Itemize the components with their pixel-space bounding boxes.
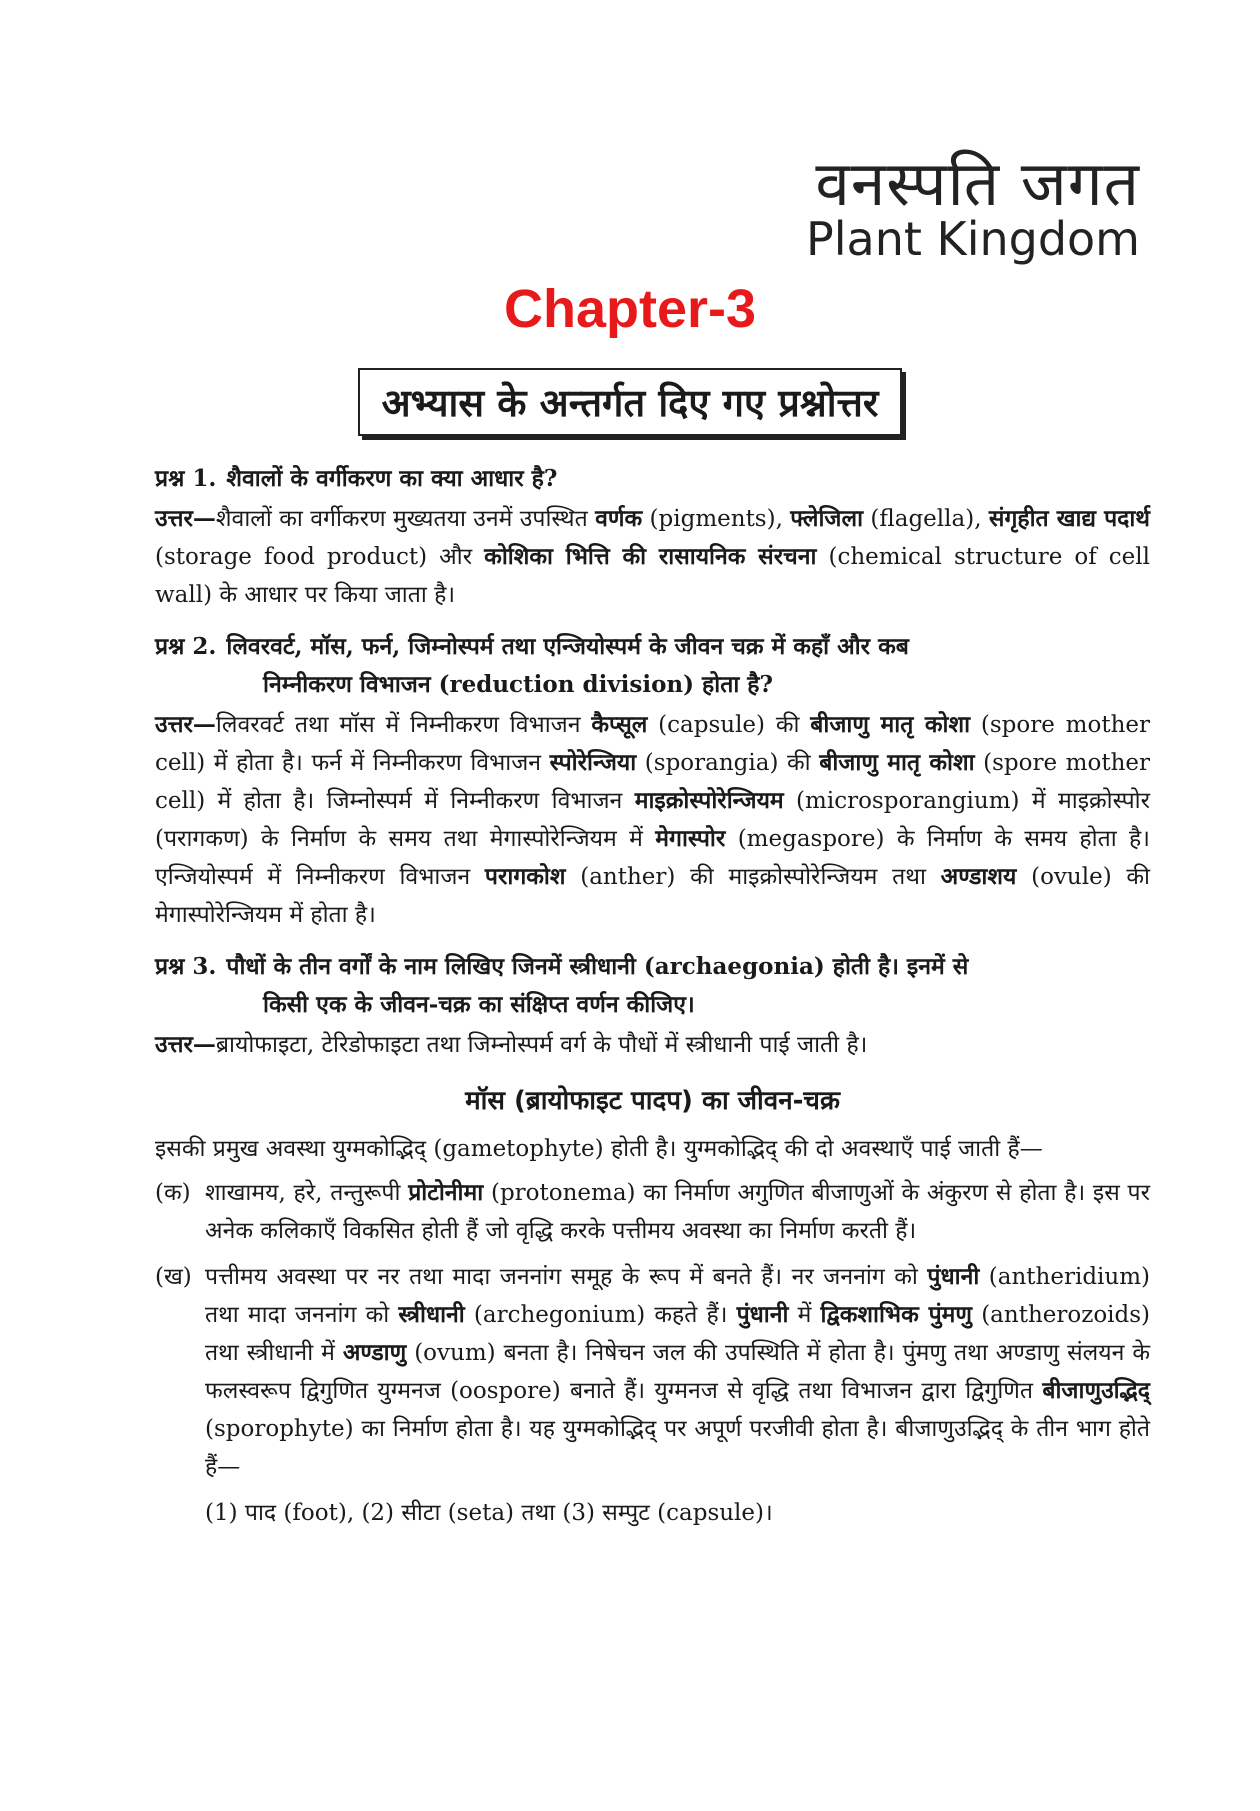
question-3-line-1: पौधों के तीन वर्गों के नाम लिखिए जिनमें स्त्रीधानी (archaegonia) होती है। इनमें से: [226, 953, 969, 980]
sporophyte-parts: (1) पाद (foot), (2) सीटा (seta) तथा (3) सम्पुट (capsule)।: [205, 1500, 773, 1526]
answer-2-text: (sporangia) की: [636, 750, 820, 776]
list-text: में: [788, 1302, 821, 1328]
list-text: (sporophyte) का निर्माण होता है। यह युग्मकोद्भिद् पर अपूर्ण परजीवी होता है। बीजाणुउद्भिद् के तीन भाग होते हैं—: [205, 1416, 1150, 1480]
question-1-label: प्रश्न 1.: [155, 465, 217, 492]
list-text: (archegonium) कहते हैं।: [464, 1302, 737, 1328]
list-text: (ovum) बनता है। निषेचन जल की उपस्थिति में होता है। पुंमणु तथा अण्डाणु संलयन के फलस्वरूप द्विगुणित युग्मनज (oospore) बनाते हैं। युग्मनज से वृद्धि तथा विभाजन द्वारा द्विगुणित: [205, 1340, 1150, 1404]
term-antheridium: पुंधानी: [736, 1301, 789, 1328]
question-2: [155, 628, 1150, 704]
question-3-line-2: किसी एक के जीवन-चक्र का संक्षिप्त वर्णन कीजिए।: [263, 991, 695, 1018]
term-pigments: वर्णक: [595, 505, 643, 532]
list-text-ka: [205, 1174, 1150, 1250]
term-storage-food: संगृहीत खाद्य पदार्थ: [988, 505, 1150, 532]
answer-3-text: ब्रायोफाइटा, टेरिडोफाइटा तथा जिम्नोस्पर्म वर्ग के पौधों में स्त्रीधानी पाई जाती है।: [215, 1032, 868, 1058]
list-text: (antherozoids) तथा स्त्रीधानी में: [205, 1302, 1151, 1366]
answer-2-text: (megaspore) के निर्माण के समय होता है। एन्जियोस्पर्म में निम्नीकरण विभाजन: [155, 826, 1150, 890]
term-sporangia: स्पोरेन्जिया: [549, 749, 637, 776]
chapter-number: Chapter-3: [503, 279, 757, 339]
list-item-ka: [155, 1174, 1150, 1250]
term-protonema: प्रोटोनीमा: [408, 1179, 484, 1206]
section-box-wrapper: [0, 368, 1260, 436]
term-archegonium: स्त्रीधानी: [398, 1301, 465, 1328]
list-item-kha: [155, 1258, 1150, 1486]
answer-2-text: (spore mother cell) में होता है। फर्न में निम्नीकरण विभाजन: [155, 712, 1150, 776]
answer-1-text: (chemical structure of cell wall) के आधार पर किया जाता है।: [155, 544, 1151, 608]
term-microsporangium: माइक्रोस्पोरेन्जियम: [634, 787, 784, 814]
answer-1-label: उत्तर—: [155, 505, 216, 532]
list-marker-ka: (क): [155, 1180, 191, 1206]
question-1: [155, 460, 1150, 498]
term-spore-mother-cell: बीजाणु मातृ कोशा: [810, 711, 971, 738]
term-anther: परागकोश: [484, 863, 566, 890]
list-text-kha: [205, 1258, 1150, 1486]
answer-3: [155, 1026, 1150, 1064]
term-antheridium: पुंधानी: [927, 1263, 980, 1290]
answer-2-text: (microsporangium) में माइक्रोस्पोर (परागकण) के निर्माण के समय तथा मेगास्पोरेन्जियम में: [155, 788, 1150, 852]
chapter-title-english: Plant Kingdom: [806, 212, 1140, 266]
answer-2-text: (ovule) की मेगास्पोरेन्जियम में होता है।: [155, 864, 1151, 928]
term-cell-wall: कोशिका भित्ति की रासायनिक संरचना: [484, 543, 817, 570]
moss-section-heading: मॉस (ब्रायोफाइट पादप) का जीवन-चक्र: [465, 1086, 840, 1116]
question-2-line-2: निम्नीकरण विभाजन (reduction division) होता है?: [263, 671, 773, 698]
term-megaspore: मेगास्पोर: [655, 825, 726, 852]
answer-1-text: (pigments),: [642, 506, 791, 532]
term-spore-mother-cell: बीजाणु मातृ कोशा: [819, 749, 975, 776]
question-3: [155, 948, 1150, 1024]
answer-1: [155, 500, 1150, 614]
list-text: शाखामय, हरे, तन्तुरूपी: [205, 1180, 409, 1206]
question-1-text: शैवालों के वर्गीकरण का क्या आधार है?: [226, 465, 558, 492]
term-sporophyte: बीजाणुउद्भिद्: [1042, 1377, 1150, 1404]
answer-2-text: (spore mother cell) में होता है। जिम्नोस्पर्म में निम्नीकरण विभाजन: [155, 750, 1151, 814]
question-2-label: प्रश्न 2.: [155, 633, 217, 660]
answer-2-text: लिवरवर्ट तथा मॉस में निम्नीकरण विभाजन: [215, 712, 592, 738]
section-box-title: अभ्यास के अन्तर्गत दिए गए प्रश्नोत्तर: [358, 368, 903, 436]
moss-intro: इसकी प्रमुख अवस्था युग्मकोद्भिद् (gametophyte) होती है। युग्मकोद्भिद् की दो अवस्थाएँ पाई जाती हैं—: [155, 1136, 1043, 1162]
answer-3-label: उत्तर—: [155, 1031, 216, 1058]
list-text: (protonema) का निर्माण अगुणित बीजाणुओं के अंकुरण से होता है। इस पर अनेक कलिकाएँ विकसित होती हैं जो वृद्धि करके पत्तीमय अवस्था का निर्माण करती हैं।: [205, 1180, 1150, 1244]
answer-2-label: उत्तर—: [155, 711, 216, 738]
list-text: (antheridium) तथा मादा जननांग को: [205, 1264, 1150, 1328]
list-text: पत्तीमय अवस्था पर नर तथा मादा जननांग समूह के रूप में बनते हैं। नर जननांग को: [205, 1264, 928, 1290]
chapter-title-hindi: वनस्पति जगत: [815, 147, 1140, 220]
term-ovule: अण्डाशय: [940, 863, 1017, 890]
answer-2-text: (capsule) की: [647, 712, 811, 738]
term-ovum: अण्डाणु: [342, 1339, 407, 1366]
answer-2-text: (anther) की माइक्रोस्पोरेन्जियम तथा: [565, 864, 941, 890]
answer-1-text: (flagella),: [863, 506, 989, 532]
main-content: [155, 460, 1150, 1538]
answer-1-text: शैवालों का वर्गीकरण मुख्यतया उनमें उपस्थित: [215, 506, 596, 532]
question-2-line-1: लिवरवर्ट, मॉस, फर्न, जिम्नोस्पर्म तथा एन्जियोस्पर्म के जीवन चक्र में कहाँ और कब: [226, 633, 909, 660]
answer-1-text: (storage food product) और: [155, 544, 485, 570]
question-3-label: प्रश्न 3.: [155, 953, 217, 980]
term-flagella: फ्लेजिला: [790, 505, 864, 532]
answer-2: [155, 706, 1150, 934]
list-marker-kha: (ख): [155, 1264, 192, 1290]
term-capsule: कैप्सूल: [591, 711, 648, 738]
term-antherozoids: द्विकशाभिक पुंमणु: [820, 1301, 973, 1328]
